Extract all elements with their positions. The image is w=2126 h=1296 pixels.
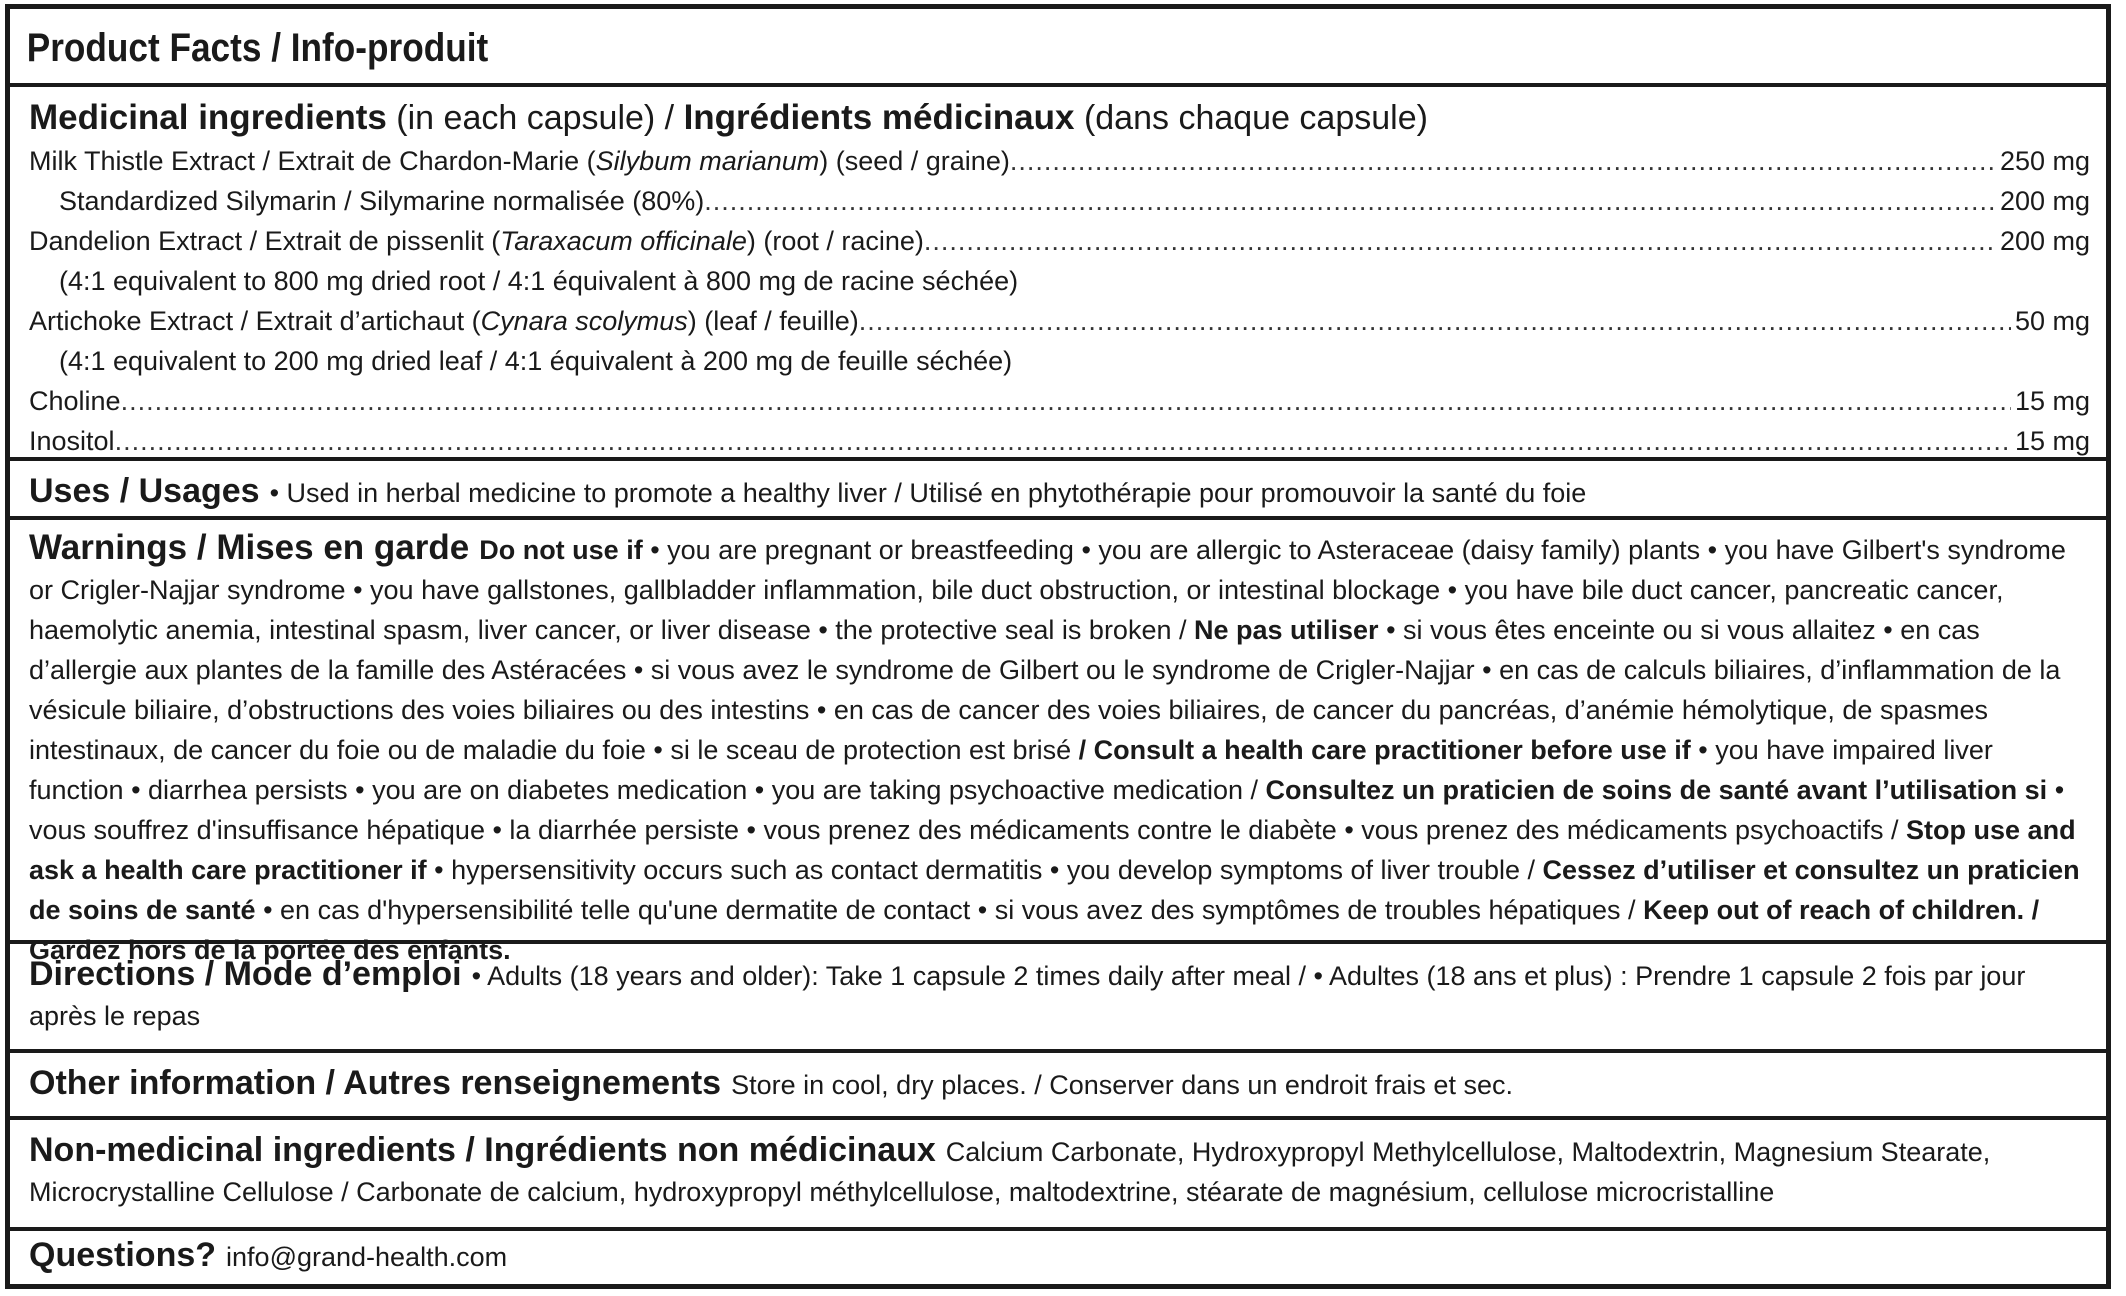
medicinal-heading [29,87,2090,141]
ingredient-amount: 200 mg [1999,186,2090,216]
warning-text: • en cas d'hypersensibilité telle qu'une dermatite de contact • si vous avez des symptômes de troubles hépatiques / [255,895,1644,925]
ingredient-row [29,421,2090,461]
ingredient-latin-name: Taraxacum officinale [500,226,747,256]
product-facts-panel [5,4,2111,1289]
warnings-section [10,520,2106,965]
ingredient-row [29,301,2090,341]
warning-text: • si vous êtes enceinte ou si vous allaitez • en cas d’allergie aux plantes de la famille des Astéracées • si vous avez le syndrome de Gilbert ou le syndrome de Crigler-Najjar • en cas de calculs biliaires, d’inflammation de la vésicule biliaire, d’obstructions des voies biliaires ou des intestins • en cas de cancer des voies biliaires, de cancer du pancréas, d’anémie hémolytique, de spasmes intestinaux, de cancer du foie ou de maladie du foie • si le sceau de protection est brisé [29,615,2061,765]
nonmedicinal-text: Calcium Carbonate, Hydroxypropyl Methylcellulose, Maltodextrin, Magnesium Stearate, Microcrystalline Cellulose / Carbonate de calcium, hydroxypropyl méthylcellulose, maltodextrine, stéarate de magnésium, cellulose microcristalline [29,1137,1991,1207]
ingredient-note: (4:1 equivalent to 200 mg dried leaf / 4:1 équivalent à 200 mg de feuille séchée) [59,346,1013,376]
warning-text: • you have impaired liver function • diarrhea persists • you are on diabetes medication • you are taking psychoactive medication / [29,735,1993,805]
ingredient-name-text: Dandelion Extract / Extrait de pissenlit ( [29,226,501,256]
ingredient-name [29,221,924,261]
ingredient-note: (4:1 equivalent to 800 mg dried root / 4:1 équivalent à 800 mg de racine séchée) [59,266,1019,296]
questions-heading: Questions? [29,1236,217,1274]
uses-text: • Used in herbal medicine to promote a healthy liver / Utilisé en phytothérapie pour promouvoir la santé du foie [269,478,1587,508]
warning-text: • hypersensitivity occurs such as contact dermatitis • you develop symptoms of liver trouble / [426,855,1543,885]
medicinal-heading-qualifier-fr: (dans chaque capsule) [1074,99,1428,137]
ingredient-name: Choline [29,386,121,416]
ingredient-part: ) (seed / graine) [819,146,1010,176]
questions-section [10,1231,2106,1285]
ingredient-amount: 200 mg [1999,226,2090,256]
leader-dots [924,221,1996,261]
medicinal-ingredients-section [10,87,2106,461]
medicinal-heading-qualifier-en: (in each capsule) / [386,99,684,137]
warning-bold: Consultez un praticien de soins de santé avant l’utilisation si [1265,775,2048,805]
ingredient-part: ) (leaf / feuille) [687,306,859,336]
warning-bold: Keep out of reach of children. / Gardez hors de la portée des enfants. [29,895,2040,965]
warning-bold: Do not use if [479,535,643,565]
ingredient-name: Standardized Silymarin / Silymarine normalisée (80%) [59,186,705,216]
ingredient-name-text: Milk Thistle Extract / Extrait de Chardon-Marie ( [29,146,596,176]
medicinal-heading-fr: Ingrédients médicinaux [683,98,1075,137]
title-section [10,9,2106,87]
warning-bold: Stop use and ask a health care practitioner if [29,815,2076,885]
warning-bold: / Consult a health care practitioner before use if [1078,735,1691,765]
ingredient-amount: 15 mg [2014,426,2090,456]
ingredient-row [29,181,2090,221]
page-title: Product Facts / Info-produit [26,26,489,70]
warnings-text [10,520,2106,970]
ingredient-row [29,141,2090,181]
warning-text: • vous souffrez d'insuffisance hépatique • la diarrhée persiste • vous prenez des médicaments contre le diabète • vous prenez des médicaments psychoactifs / [29,775,2065,845]
contact-email: info@grand-health.com [226,1242,508,1272]
warning-text: • you are pregnant or breastfeeding • you are allergic to Asteraceae (daisy family) plants • you have Gilbert's syndrome or Crigler-Najjar syndrome • you have gallstones, gallbladder inflammation, bile duct obstruction, or intestinal blockage • you have bile duct cancer, pancreatic cancer, haemolytic anemia, intestinal spasm, liver cancer, or liver disease • the protective seal is broken / [29,535,2066,645]
non-medicinal-section [10,1120,2106,1231]
other-information-section [10,1053,2106,1120]
directions-section [10,944,2106,1053]
ingredient-amount: 250 mg [1999,146,2090,176]
ingredient-amount: 50 mg [2014,306,2090,336]
ingredient-row [29,381,2090,421]
directions-text: • Adults (18 years and older): Take 1 capsule 2 times daily after meal / • Adultes (18 ans et plus) : Prendre 1 capsule 2 fois par jour après le repas [29,961,2026,1031]
ingredient-name [29,141,1010,181]
nonmedicinal-heading: Non-medicinal ingredients / Ingrédients non médicinaux [29,1131,936,1169]
warning-bold: Ne pas utiliser [1193,615,1379,645]
ingredient-latin-name: Cynara scolymus [480,306,688,336]
leader-dots [859,301,2011,341]
warning-bold: Cessez d’utiliser et consultez un praticien de soins de santé [29,855,2080,925]
ingredient-amount: 15 mg [2014,386,2090,416]
ingredient-row [29,221,2090,261]
medicinal-heading-en: Medicinal ingredients [29,98,387,137]
leader-dots [115,421,2011,461]
other-heading: Other information / Autres renseignements [29,1064,722,1102]
ingredient-part: ) (root / racine) [746,226,924,256]
uses-section [10,461,2106,520]
ingredient-latin-name: Silybum marianum [595,146,820,176]
uses-heading: Uses / Usages [29,472,260,510]
leader-dots [1010,141,1996,181]
other-text: Store in cool, dry places. / Conserver dans un endroit frais et sec. [731,1070,1513,1100]
ingredient-name: Inositol [29,426,115,456]
leader-dots [704,181,1996,221]
warnings-heading: Warnings / Mises en garde [29,528,470,567]
ingredient-name [29,301,859,341]
ingredient-name-text: Artichoke Extract / Extrait d’artichaut ( [29,306,481,336]
directions-heading: Directions / Mode d’emploi [29,955,462,993]
leader-dots [121,381,2011,421]
